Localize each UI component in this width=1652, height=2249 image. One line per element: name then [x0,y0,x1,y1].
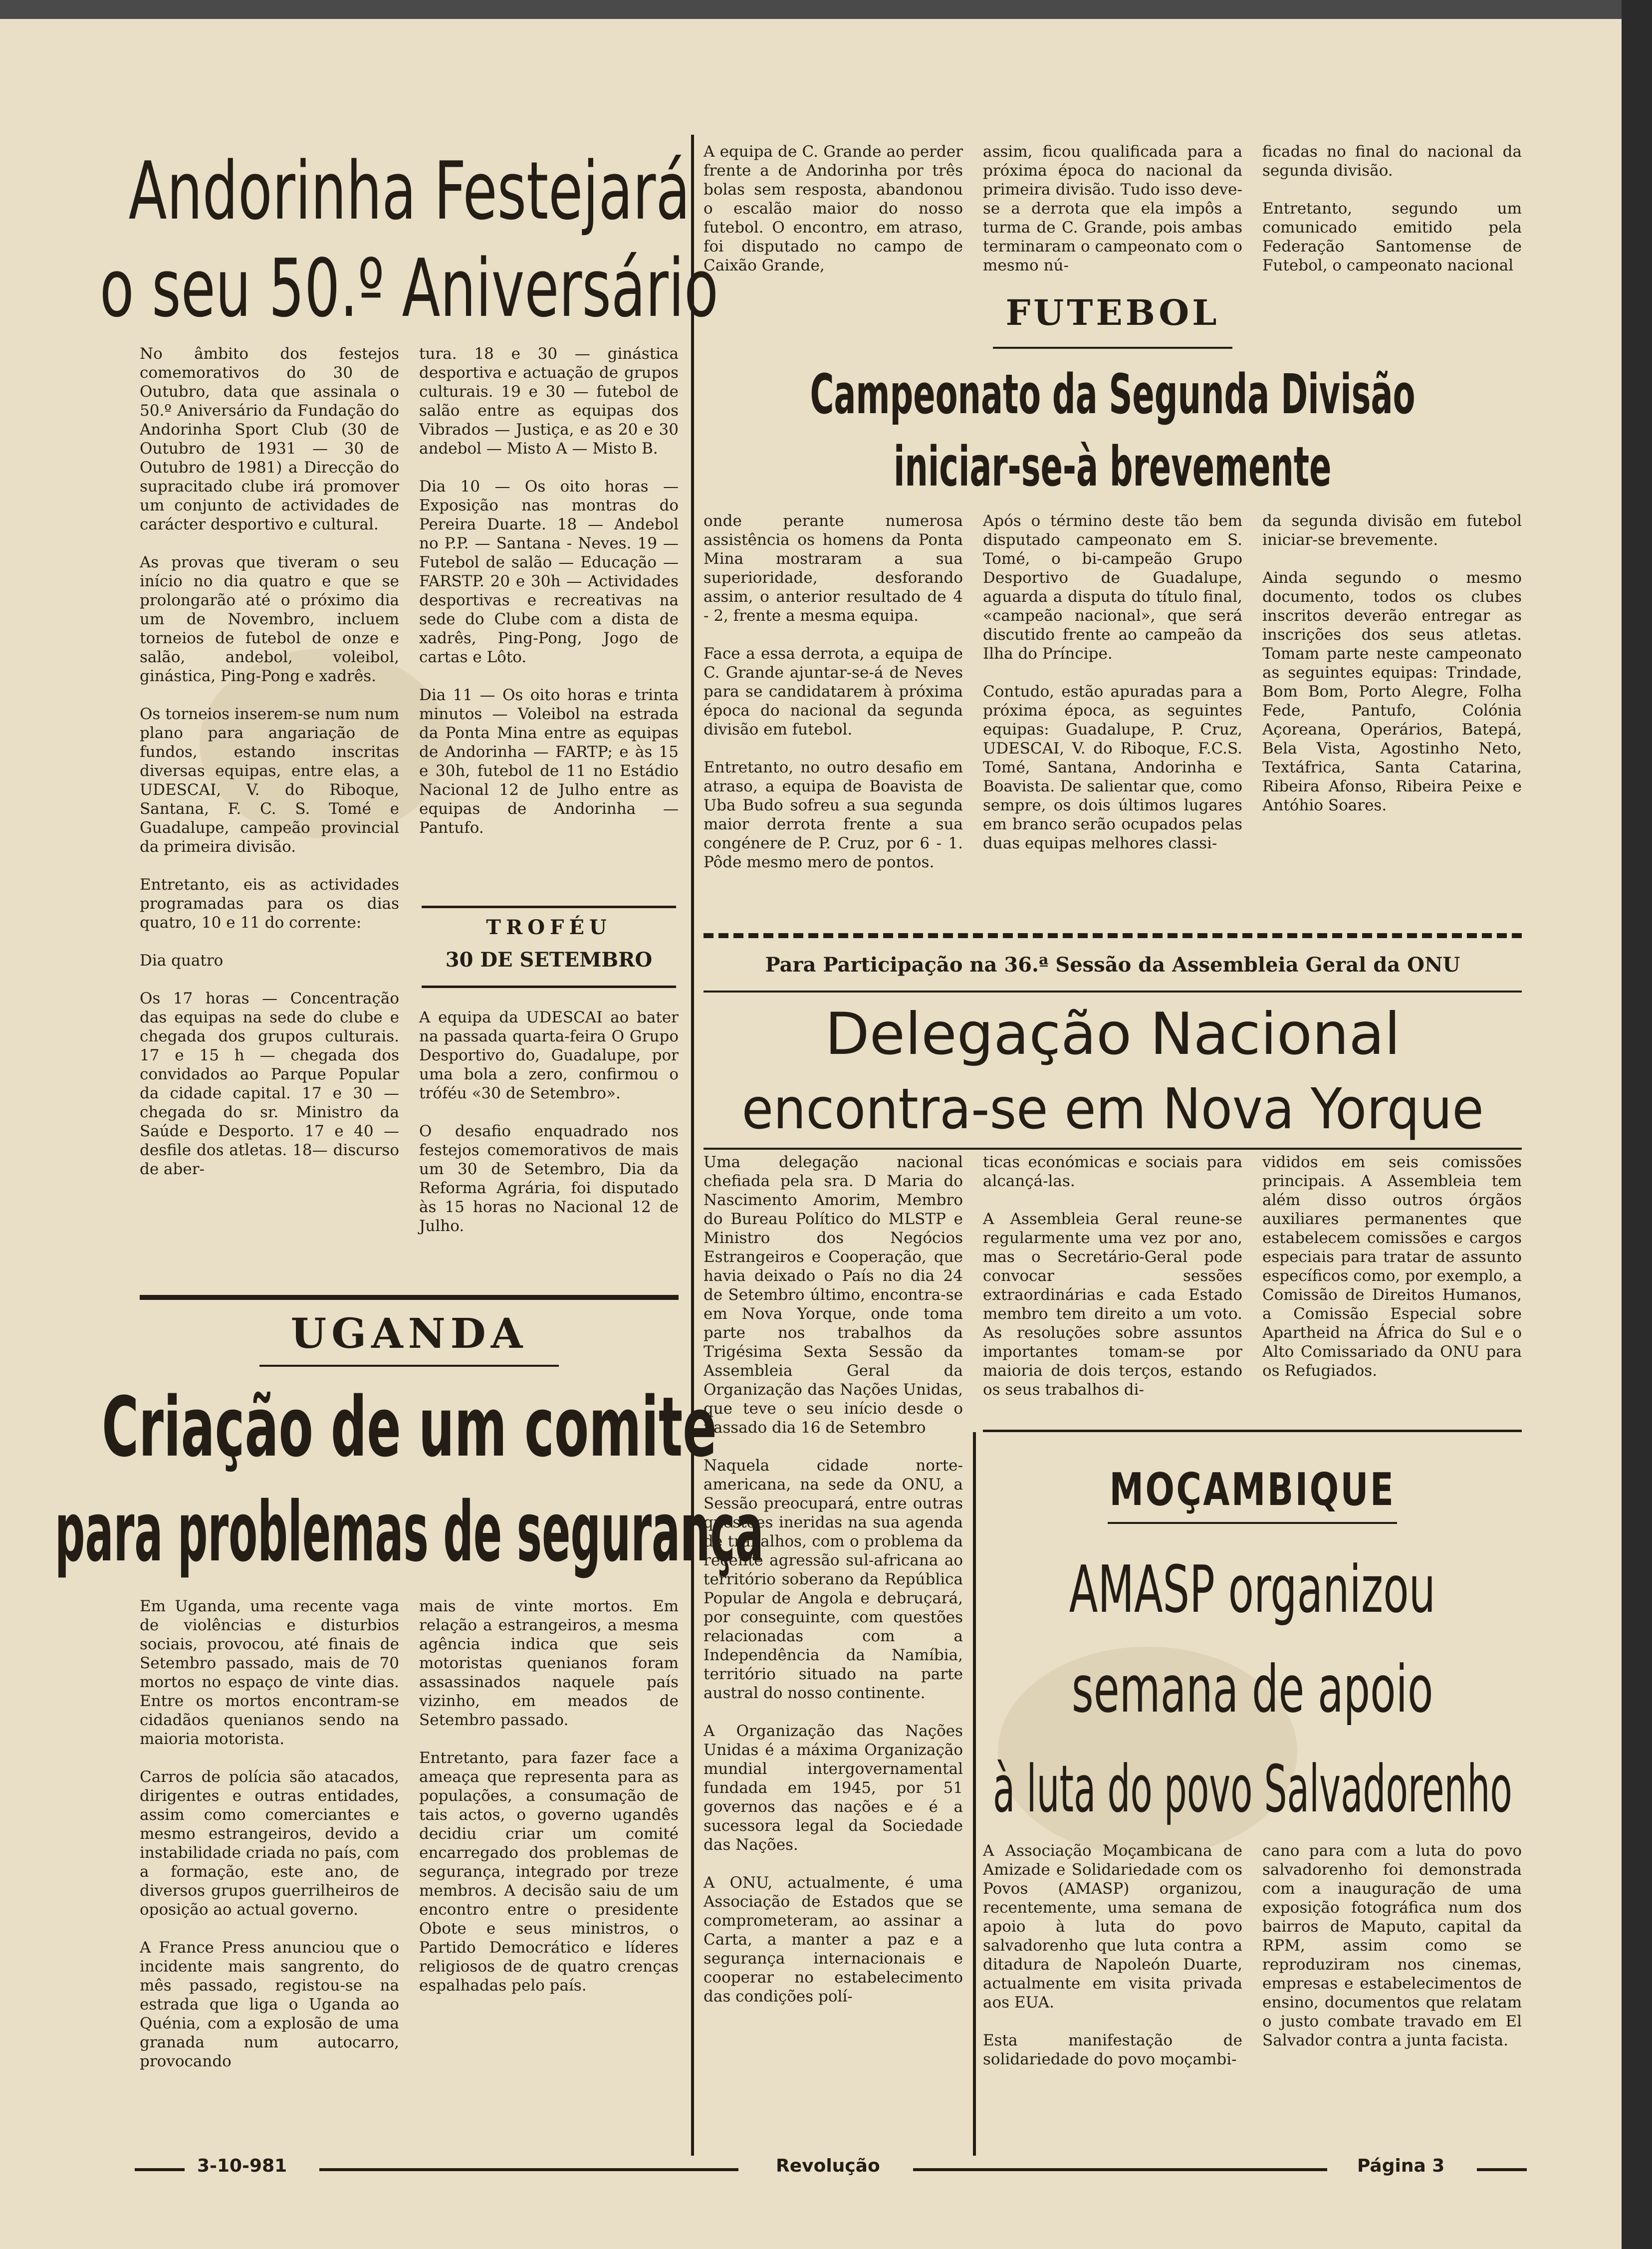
footer-rule-mid-left [319,2168,738,2171]
futebol-headline-line2: iniciar-se-à brevemente [894,435,1332,499]
uganda-rule-top [140,1295,679,1300]
onu-rule-top [704,933,1522,938]
futebol-top-column-2: assim, ficou qualificada para a próxima época do nacional da primeira divisão. Tudo isso deve-se a derrota que ela impôs a turma de C. Grande, pois ambas terminaram o campeonato com o mesmo nú- [983,143,1242,274]
futebol-headline-line1: Campeonato da Segunda Divisão [810,362,1416,426]
mocambique-column-1: A Associação Moçambicana de Amizade e Solidariedade com os Povos (AMASP) organizou, recentemente, uma semana de apoio à luta do povo salvadorenho que luta contra a ditadura de Napoleón Duarte, actualmente em visita privada aos EUA. Esta manifestação de solidariedade do povo moçambi- [983,1842,1242,2068]
footer-rule-left [135,2168,185,2171]
footer-rule-mid-right [913,2168,1327,2171]
futebol-column-2: Após o término deste tão bem disputado campeonato em S. Tomé, o bi-campeão Grupo Desportivo de Guadalupe, aguarda a disputa do título final, «campeão nacional», que será discutido frente ao campeão da Ilha do Príncipe. Contudo, estão apuradas para a próxima época, as seguintes equipas: Guadalupe, P. Cruz, UDESCAI, V. do Riboque, F.C.S. Tomé, Santana, Andorinha e Boavista. De salientar que, como sempre, os dois últimos lugares em branco serão ocupados pelas duas equipas melhores classi- [983,512,1242,852]
mocambique-headline-line2: semana de apoio [1071,1651,1433,1727]
uganda-column-2: mais de vinte mortos. Em relação a estrangeiros, a mesma agência indica que seis motoristas quenianos foram assassinados naquele país vizinho, em meados de Setembro passado. Entretanto, para fazer face a ameaça que representa para as populações, a consumação de tais actos, o governo ugandês decidiu criar um comité encarregado dos problemas de segurança, integrado por treze membros. A decisão saiu de um encontro entre o presidente Obote e seus ministros, o Partido Democrático e líderes religiosos de de quatro crenças espalhadas pelo país. [419,1597,679,1995]
onu-column-2: ticas económicas e sociais para alcançá-las. A Assembleia Geral reune-se regularmente uma vez por ano, mas o Secretário-Geral pode convocar sessões extraordinárias e cada Estado membro tem direito a um voto. As resoluções sobre assuntos importantes tomam-se por maioria de dois terços, estando os seus trabalhos di- [983,1153,1242,1399]
onu-kicker: Para Participação na 36.ª Sessão da Assembleia Geral da ONU [765,953,1460,977]
trofeu-kicker: TROFÉU [486,916,612,939]
mocambique-headline-line1: AMASP organizou [1069,1551,1436,1627]
mocambique-kicker: MOÇAMBIQUE [1109,1463,1396,1516]
onu-headline-line2: encontra-se em Nova Yorque [741,1076,1484,1142]
scan-margin [1622,0,1652,2249]
andorinha-column-2: tura. 18 e 30 — ginástica desportiva e actuação de grupos culturais. 19 e 30 — futebol de salão entre as equipas dos Vibrados — Justiça, e as 20 e 30 andebol — Misto A — Misto B. Dia 10 — Os oito horas — Exposição nas montras do Pereira Duarte. 18 — Andebol no P.P. — Santana - Neves. 19 — Futebol de salão — Educação — FARSTP. 20 e 30h — Actividades desportivas e recreativas na sede do Clube com a dista de xadrês, Ping-Pong, Jogo de cartas e Lôto. Dia 11 — Os oito horas e trinta minutos — Voleibol na estrada da Ponta Mina entre as equipas de Andorinha — FARTP; e às 15 e 30h, futebol de 11 no Estádio Nacional 12 de Julho entre as equipas de Andorinha — Pantufo. [419,345,679,837]
uganda-headline-line1: Criação de um comite [101,1379,717,1475]
uganda-kicker: UGANDA [290,1310,528,1358]
onu-headline-line1: Delegação Nacional [825,1000,1401,1068]
trofeu-rule-bottom [422,986,676,988]
uganda-column-1: Em Uganda, uma recente vaga de violências e disturbios sociais, provocou, até finais de Setembro passado, mais de 70 mortos no espaço de vinte dias. Entre os mortos encontram-se cidadãos quenianos sendo na maioria motorista. Carros de polícia são atacados, dirigentes e outras entidades, assim como comerciantes e mesmo estrangeiros, devido a instabilidade criada no país, com a formação, este ano, de diversos grupos guerrilheiros de oposição ao actual governo. A France Press anunciou que o incidente mais sangrento, do mês passado, registou-se na estrada que liga o Uganda ao Quénia, com a explosão de uma granada num autocarro, provocando [140,1597,399,2070]
footer-rule-right [1477,2168,1527,2171]
trofeu-body: A equipa da UDESCAI ao bater na passada quarta-feira O Grupo Desportivo do, Guadalupe, por uma bola a zero, confirmou o tróféu «30 de Setembro». O desafio enquadrado nos festejos comemorativos de mais um 30 de Setembro, Dia da Reforma Agrária, foi disputado às 15 horas no Nacional 12 de Julho. [419,1008,679,1235]
futebol-column-3: da segunda divisão em futebol iniciar-se brevemente. Ainda segundo o mesmo documento, todos os clubes inscritos deverão entregar as inscrições dos seus atletas. Tomam parte neste campeonato as seguintes equipas: Trindade, Bom Bom, Porto Alegre, Folha Fede, Pantufo, Colónia Açoreana, Operários, Batepá, Bela Vista, Agostinho Neto, Textáfrica, Santa Catarina, Ribeira Afonso, Ribeira Peixe e Antóhio Soares. [1262,512,1522,814]
andorinha-headline-line1: Andorinha Festejará [128,144,690,238]
trofeu-headline: 30 DE SETEMBRO [445,948,653,972]
onu-headline-rule [704,1148,1522,1150]
mocambique-kicker-rule [1108,1522,1397,1524]
andorinha-column-1: No âmbito dos festejos comemorativos do 30 de Outubro, data que assinala o 50.º Aniversário da Fundação do Andorinha Sport Club (30 de Outubro de 1931 — 30 de Outubro de 1981) a Direcção do supracitado clube irá promover um conjunto de actividades de carácter desportivo e cultural. As provas que tiveram o seu início no dia quatro e que se prolongarão até o próximo dia um de Novembro, incluem torneios de futebol de onze e salão, andebol, voleibol, ginástica, Ping-Pong e xadrês. Os torneios inserem-se num num plano para angariação de fundos, estando inscritas diversas equipas, entre elas, a UDESCAI, V. do Riboque, Santana, F. C. S. Tomé e Guadalupe, campeão provincial da primeira divisão. Entretanto, eis as actividades programadas para os dias quatro, 10 e 11 do corrente: Dia quatro Os 17 horas — Concentração das equipas na sede do clube e chegada dos grupos culturais. 17 e 15 h — chegada dos convidados ao Parque Popular da cidade capital. 17 e 30 — chegada do sr. Ministro da Saúde e Desporto. 17 e 40 — desfile dos atletas. 18— discurso de aber- [140,345,399,1178]
futebol-kicker-rule [993,347,1232,349]
uganda-headline-line2: para problemas de segurança [54,1484,764,1580]
futebol-column-1: onde perante numerosa assistência os homens da Ponta Mina mostraram a sua superioridade, desforando assim, o anterior resultado de 4 - 2, frente a mesma equipa. Face a essa derrota, a equipa de C. Grande ajuntar-se-á de Neves para se candidatarem à próxima época do nacional da segunda divisão em futebol. Entretanto, no outro desafio em atraso, a equipa de Boavista de Uba Budo sofreu a sua segunda maior derrota frente a sua congénere de P. Cruz, por 6 - 1. Pôde mesmo mero de pontos. [704,512,963,871]
footer-date: 3-10-981 [197,2156,287,2176]
onu-column-1: Uma delegação nacional chefiada pela sra. D Maria do Nascimento Amorim, Membro do Bureau Político do MLSTP e Ministro dos Negócios Estrangeiros e Cooperação, que havia deixado o País no dia 24 de Setembro último, encontra-se em Nova Yorque, onde toma parte nos trabalhos da Trigésima Sexta Sessão da Assembleia Geral da Organização das Nações Unidas, que teve o seu início desde o passado dia 16 de Setembro Naquela cidade norte-americana, na sede da ONU, a Sessão preocupará, entre outras questões ineridas na sua agenda de trabalhos, com o problema da recente agressão sul-africana ao território soberano da República Popular de Angola e debruçará, por conseguinte, com questões relacionadas com a Independência da Namíbia, território situado na parte austral do nosso continente. A Organização das Nações Unidas é a máxima Organização mundial intergovernamental fundada em 1945, por 51 governos das nações e é a sucessora legal da Sociedade das Nações. A ONU, actualmente, é uma Associação de Estados que se comprometeram, ao assinar a Carta, a manter a paz e a segurança internacionais e cooperar no estabelecimento das condições polí- [704,1153,963,2005]
mocambique-rule-top [983,1430,1522,1432]
mocambique-column-2: cano para com a luta do povo salvadorenho foi demonstrada com a inauguração de uma exposição fotográfica num dos bairros de Maputo, capital da RPM, assim como se reproduziram nos cinemas, empresas e estabelecimentos de ensino, documentos que relatam o justo combate travado em El Salvador contra a junta facista. [1262,1842,1522,2049]
futebol-top-column-3: ficadas no final do nacional da segunda divisão. Entretanto, segundo um comunicado emitido pela Federação Santomense de Futebol, o campeonato nacional [1262,143,1522,274]
uganda-rule-under [259,1365,559,1367]
andorinha-headline-line2: o seu 50.º Aniversário [100,242,718,335]
footer-page-number: Página 3 [1357,2156,1445,2176]
mocambique-headline-line3: à luta do povo Salvadorenho [992,1751,1512,1827]
onu-kicker-rule [704,991,1522,993]
futebol-kicker: FUTEBOL [1005,292,1220,333]
mocambique-divider [973,1432,976,2156]
onu-column-3: vididos em seis comissões principais. A Assembleia tem além disso outros órgãos auxiliares permanentes que estabelecem comissões e cargos especiais para tratar de assunto específicos como, por exemplo, a Comissão de Direitos Humanos, a Comissão Especial sobre Apartheid na África do Sul e o Alto Comissariado da ONU para os Refugiados. [1262,1153,1522,1380]
trofeu-rule-top [422,906,676,908]
futebol-top-column-1: A equipa de C. Grande ao perder frente a de Andorinha por três bolas sem resposta, abandonou o escalão maior do nosso futebol. O encontro, em atraso, foi disputado no campo de Caixão Grande, [704,143,963,274]
footer-paper-name: Revolução [776,2156,880,2176]
main-column-divider [691,135,694,2156]
